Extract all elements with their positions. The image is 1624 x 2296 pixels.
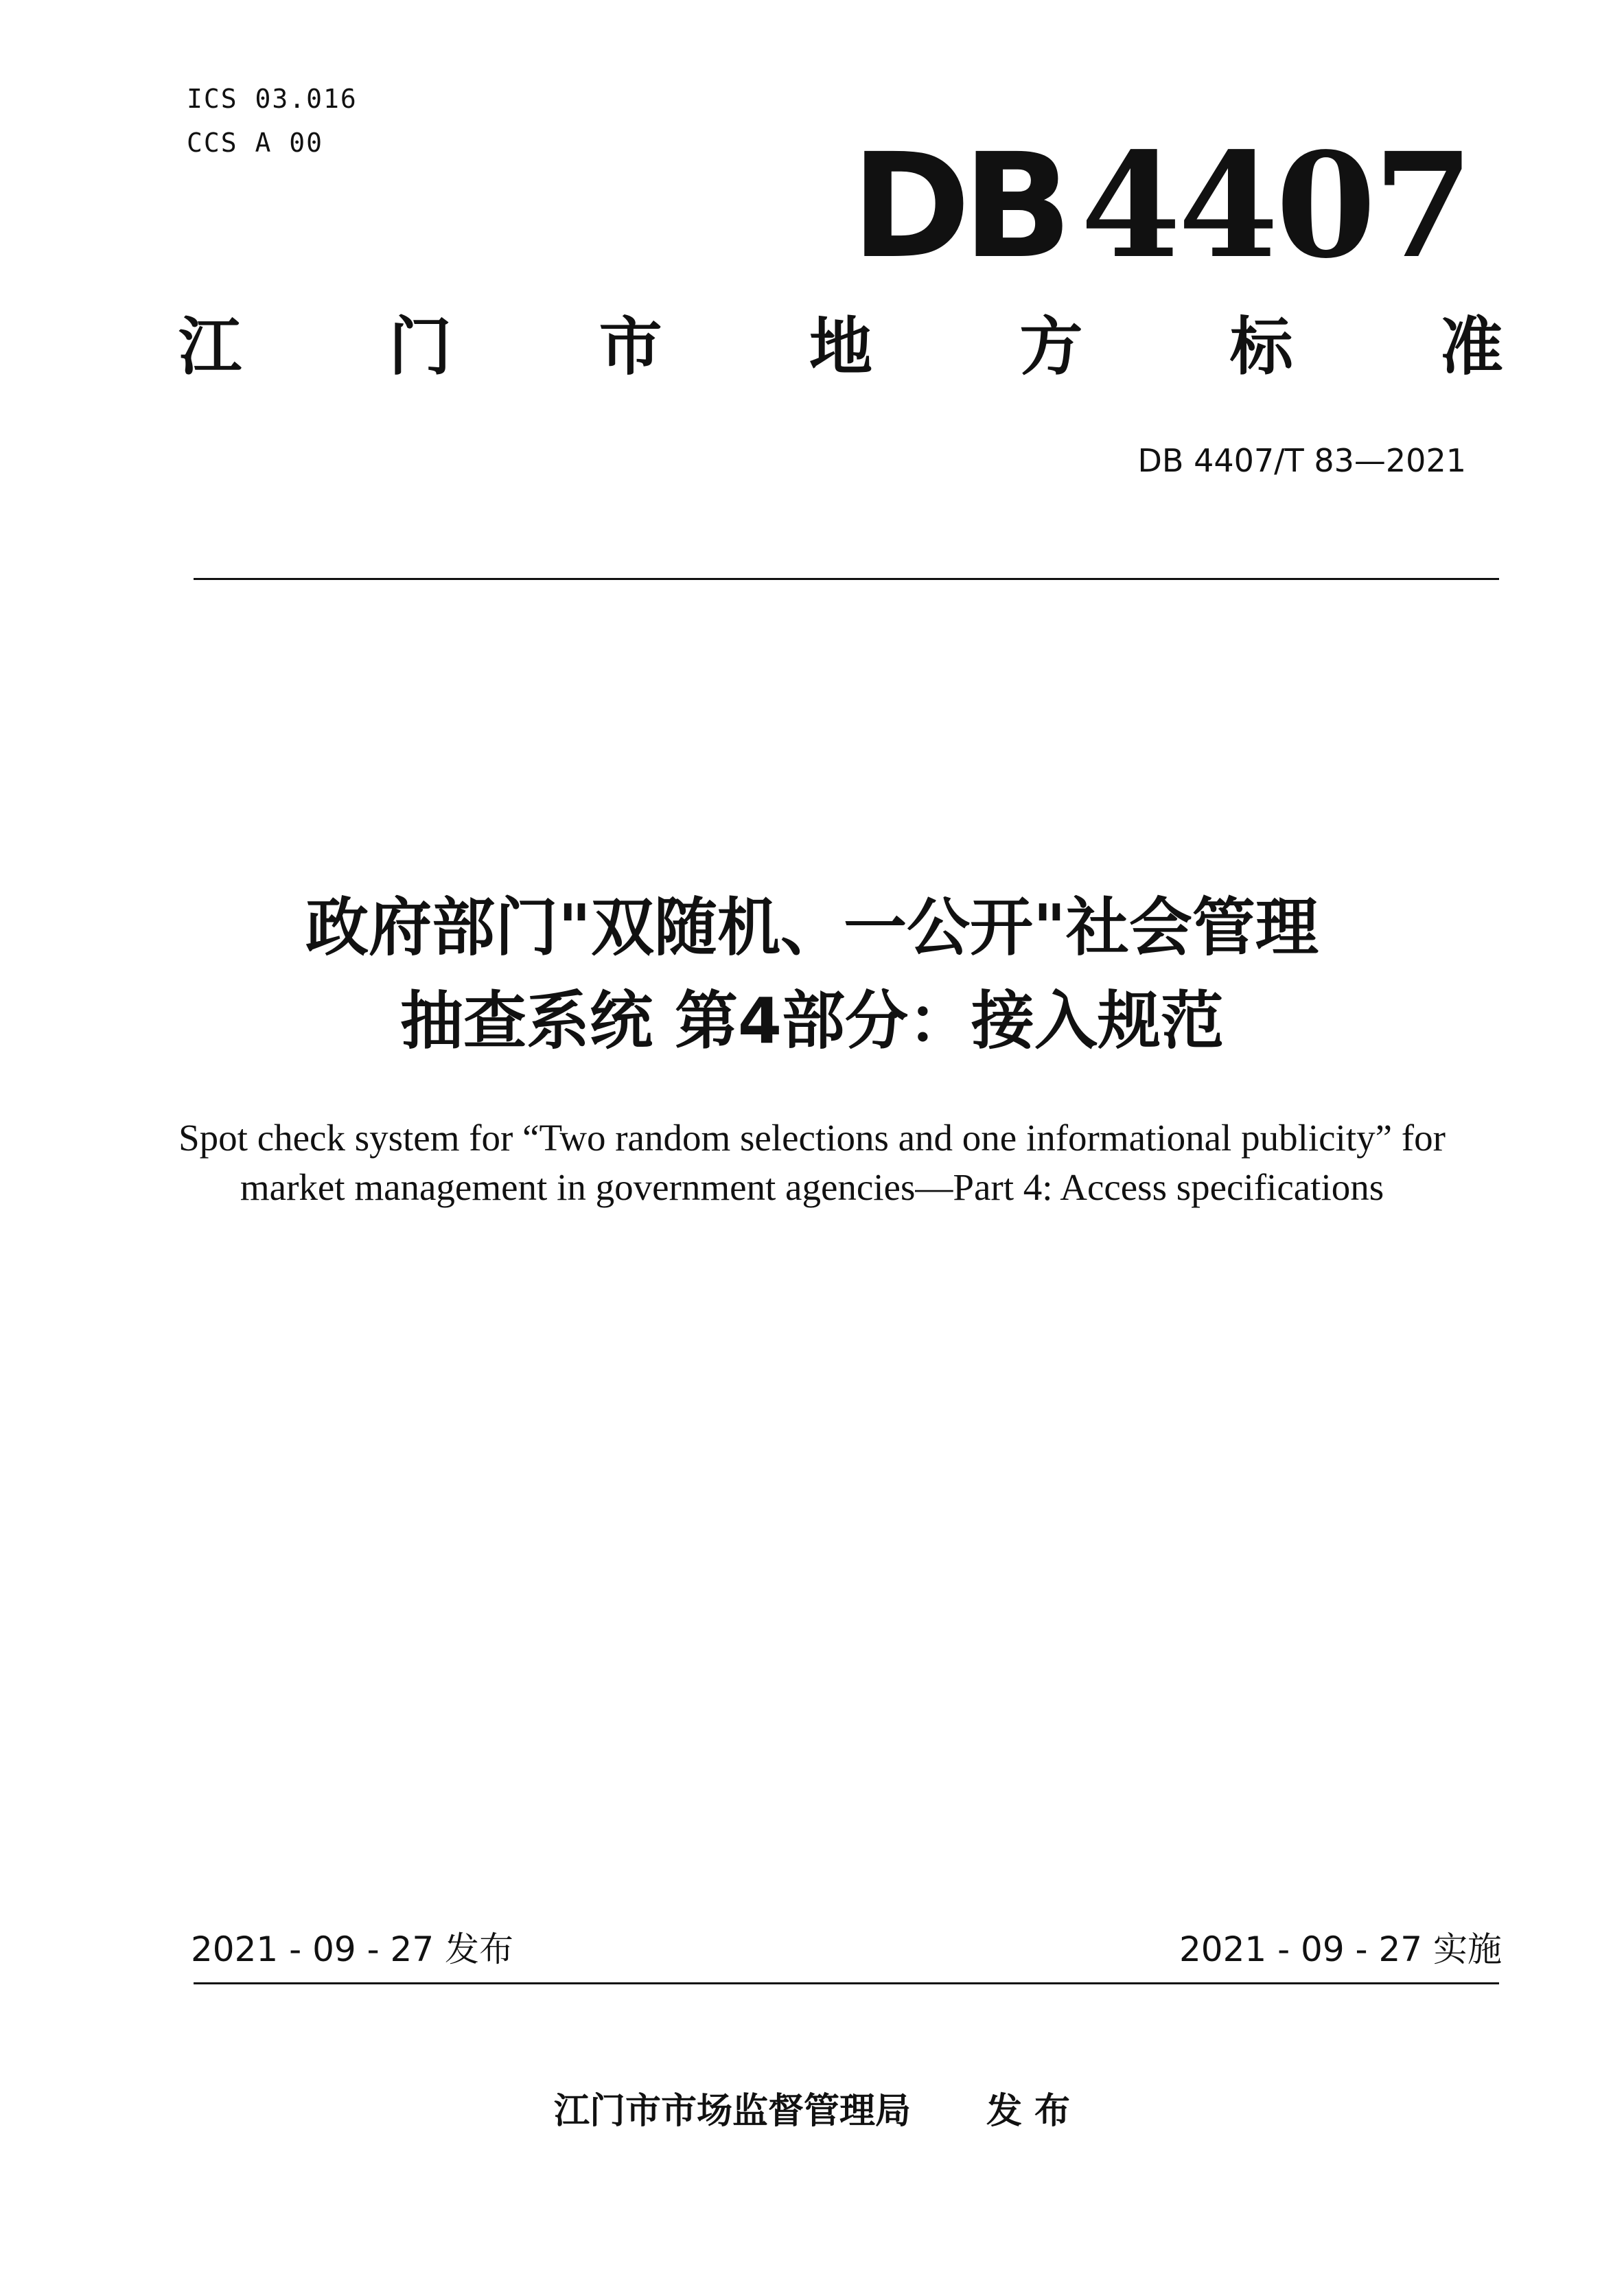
standard-type-char: 地 — [809, 310, 872, 384]
standard-type-char: 门 — [388, 310, 452, 384]
title-en — [0, 1113, 1624, 1212]
implement-date: 2021 - 09 - 27 实施 — [1179, 1929, 1502, 1969]
ccs-code: CCS A 00 — [187, 128, 324, 158]
logo-code: 4407 — [1080, 121, 1471, 290]
classification-codes — [187, 77, 358, 165]
standard-logo — [851, 121, 1471, 290]
issuer-name: 江门市市场监督管理局 — [553, 2091, 911, 2132]
ics-code: ICS 03.016 — [187, 84, 358, 114]
issuer-action: 发 布 — [986, 2091, 1071, 2132]
title-en-line2: market management in government agencies—Part 4: Access specifications — [240, 1166, 1384, 1208]
logo-prefix: DB — [851, 122, 1065, 290]
bottom-divider — [194, 1982, 1499, 1984]
standard-type-char: 江 — [178, 310, 242, 384]
issuer — [0, 2087, 1624, 2136]
title-zh-line1: 政府部门"双随机、一公开"社会管理 — [305, 891, 1319, 964]
standard-type-heading — [178, 310, 1503, 384]
standard-type-char: 市 — [599, 310, 662, 384]
top-divider — [194, 578, 1499, 580]
standard-type-char: 准 — [1439, 310, 1503, 384]
publish-date: 2021 - 09 - 27 发布 — [191, 1929, 514, 1969]
standard-type-char: 标 — [1229, 310, 1293, 384]
standard-number: DB 4407/T 83—2021 — [1137, 442, 1466, 479]
standard-type-char: 方 — [1019, 310, 1083, 384]
title-zh-line2: 抽查系统 第4部分：接入规范 — [399, 984, 1225, 1058]
title-en-line1: Spot check system for “Two random selections and one informational publicity” for — [178, 1117, 1446, 1159]
